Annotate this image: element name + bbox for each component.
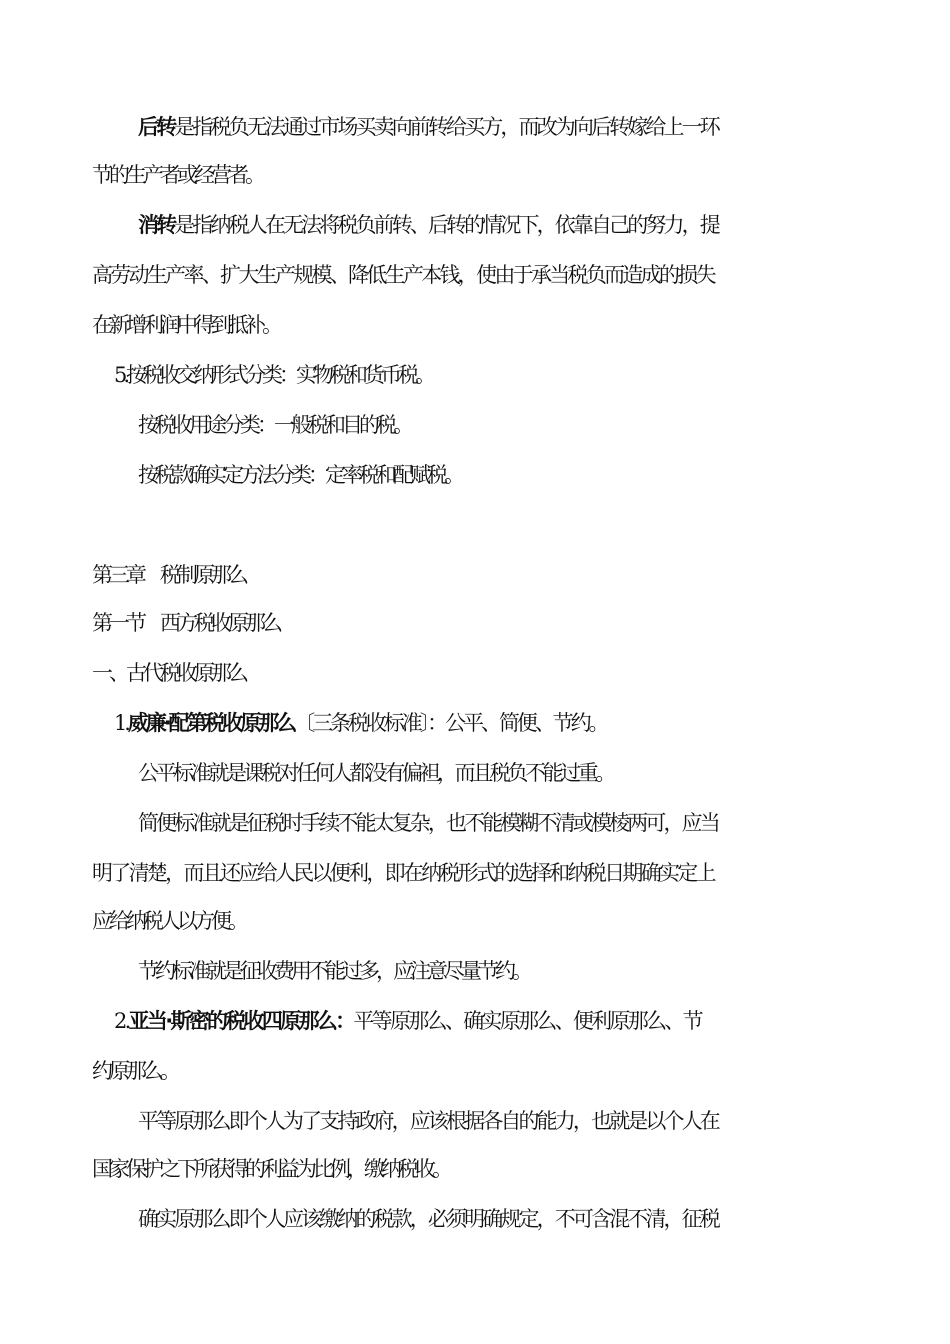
list-item-1: 1.威廉·配第税收原那么〔三条税收标准〕：公平、简便、节约。 <box>114 711 607 735</box>
list-item-2: 2.亚当·斯密的税收四原那么：平等原那么、确实原那么、便利原那么、节 <box>114 1009 701 1033</box>
subsection-heading: 一、古代税收原那么 <box>92 661 245 685</box>
list-item-5-method: 按税款确实定方法分类：定率税和配赋税。 <box>138 463 461 487</box>
list-item-5-usage: 按税收用途分类：一般税和目的税。 <box>138 413 410 437</box>
paragraph-xiaozhuan-line-1: 消转是指纳税人在无法将税负前转、后转的情况下，依靠自己的努力，提 <box>138 213 718 237</box>
paragraph-xiaozhuan-line-3: 在新增利润中得到抵补。 <box>92 313 279 337</box>
list-item-5: 5.按税收交纳形式分类：实物税和货币税。 <box>114 363 433 387</box>
paragraph-queshi-line-1: 确实原那么即个人应该缴纳的税款，必须明确规定，不可含混不清，征税 <box>138 1207 718 1231</box>
term-houzhuan: 后转 <box>138 115 175 139</box>
paragraph-jianbian-line-1: 简便标准就是征税时手续不能太复杂，也不能模糊不清或模棱两可，应当 <box>138 811 718 835</box>
paragraph-houzhuan-line-2: 节的生产者或经营者。 <box>92 163 262 187</box>
paragraph-jieyue: 节约标准就是征收费用不能过多，应注意尽量节约。 <box>138 959 529 983</box>
term-petty: 威廉·配第税收原那么 <box>127 711 295 735</box>
paragraph-jianbian-line-2: 明了清楚，而且还应给人民以便利，即在纳税形式的选择和纳税日期确实定上 <box>92 861 714 885</box>
section-heading: 第一节 西方税收原那么 <box>92 611 279 635</box>
paragraph-houzhuan-line-1: 后转是指税负无法通过市场买卖向前转给买方，而改为向后转嫁给上一环 <box>138 115 718 139</box>
paragraph-pingdeng-line-1: 平等原那么即个人为了支持政府，应该根据各自的能力，也就是以个人在 <box>138 1109 718 1133</box>
paragraph-gongping: 公平标准就是课税对任何人都没有偏袒，而且税负不能过重。 <box>138 761 613 785</box>
term-xiaozhuan: 消转 <box>138 213 175 237</box>
paragraph-jianbian-line-3: 应给纳税人以方便。 <box>92 909 245 933</box>
term-smith: 亚当·斯密的税收四原那么： <box>128 1009 354 1033</box>
list-item-2-line-2: 约原那么。 <box>92 1059 177 1083</box>
paragraph-xiaozhuan-line-2: 高劳动生产率、扩大生产规模、降低生产本钱，使由于承当税负而造成的损失 <box>92 263 714 287</box>
chapter-heading: 第三章 税制原那么 <box>92 563 245 587</box>
paragraph-pingdeng-line-2: 国家保护之下所获得的利益为比例，缴纳税收。 <box>92 1157 449 1181</box>
